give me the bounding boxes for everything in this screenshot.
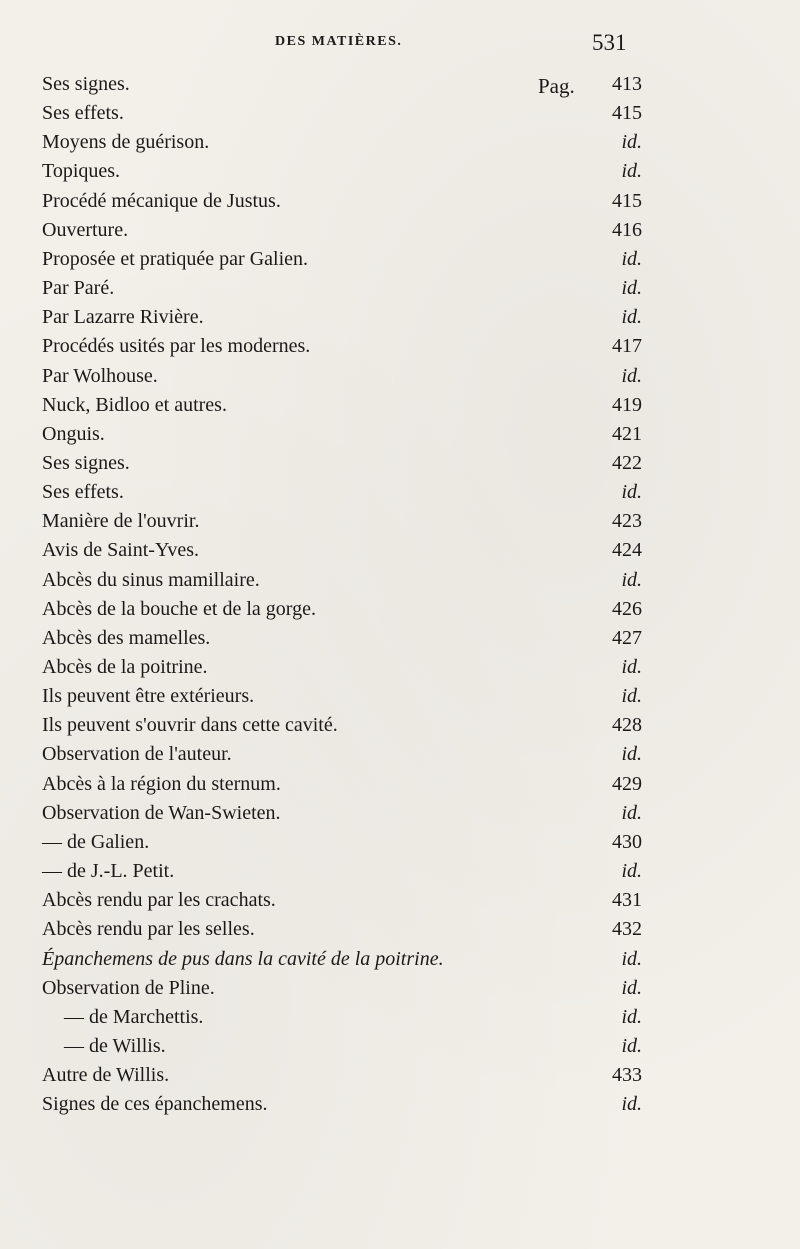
index-entry xyxy=(42,915,642,944)
index-entry xyxy=(42,886,642,915)
entry-page-ref: id. xyxy=(621,247,642,270)
entry-page-ref: id. xyxy=(621,743,642,766)
entry-label: Par Wolhouse. xyxy=(42,364,158,387)
entry-label: Abcès rendu par les selles. xyxy=(42,918,255,941)
entry-label: Avis de Saint-Yves. xyxy=(42,539,200,562)
index-entry xyxy=(42,1003,642,1032)
entry-page-ref: 422 xyxy=(612,451,642,474)
entry-label: Procédés usités par les modernes. xyxy=(42,335,311,358)
entry-label: Ses signes. xyxy=(42,73,130,95)
entry-page-ref: 416 xyxy=(612,218,642,241)
index-entry xyxy=(42,362,642,391)
entry-page-ref: 423 xyxy=(612,510,642,533)
entry-page-ref: id. xyxy=(621,1034,642,1057)
entry-label: Ses effets. xyxy=(42,102,124,125)
entry-label: Procédé mécanique de Justus. xyxy=(42,189,281,212)
entry-page-ref: id. xyxy=(621,947,642,970)
entry-label: Observation de Wan-Swieten. xyxy=(42,801,281,824)
entry-label: Ses effets. xyxy=(42,481,124,504)
entry-page-ref: id. xyxy=(621,1093,642,1116)
page-number: 531 xyxy=(592,30,627,55)
index-entry xyxy=(42,857,642,886)
entry-page-ref: 415 xyxy=(612,189,642,212)
entry-page-ref: id. xyxy=(621,277,642,300)
entry-label: Par Lazarre Rivière. xyxy=(42,306,204,329)
index-entry xyxy=(42,624,642,653)
entry-label: Signes de ces épanchemens. xyxy=(42,1093,268,1116)
entry-label: — de Galien. xyxy=(42,830,150,853)
entry-page-ref: 417 xyxy=(612,335,642,358)
index-entry xyxy=(42,828,642,857)
index-entry xyxy=(42,653,642,682)
index-entry xyxy=(42,391,642,420)
entry-page-ref: id. xyxy=(621,160,642,183)
entry-page-ref: id. xyxy=(621,364,642,387)
entry-label: Épanchemens de pus dans la cavité de la poitrine. xyxy=(42,947,444,970)
entry-page-ref: 419 xyxy=(612,393,642,416)
index-entry xyxy=(42,245,642,274)
entry-label: Abcès rendu par les crachats. xyxy=(42,889,276,912)
entry-page-ref: id. xyxy=(621,656,642,678)
entry-page-ref: id. xyxy=(621,1005,642,1028)
entry-label: Abcès à la région du sternum. xyxy=(42,772,281,795)
entry-page-ref: id. xyxy=(621,976,642,999)
entry-page-ref: id. xyxy=(621,568,642,591)
index-entry xyxy=(42,274,642,303)
entry-label: Ils peuvent s'ouvrir dans cette cavité. xyxy=(42,714,338,737)
entry-label: Ouverture. xyxy=(42,218,129,241)
index-entry xyxy=(42,945,642,974)
index-entry xyxy=(42,770,642,799)
entry-label: Abcès du sinus mamillaire. xyxy=(42,568,260,591)
entry-label: Observation de l'auteur. xyxy=(42,743,232,766)
entry-page-ref: 431 xyxy=(612,889,642,912)
index-entry xyxy=(42,449,642,478)
entry-label: Proposée et pratiquée par Galien. xyxy=(42,247,309,270)
entry-page-ref: id. xyxy=(621,306,642,329)
index-entry xyxy=(42,1032,642,1061)
index-entry xyxy=(42,99,642,128)
entry-label: Ils peuvent être extérieurs. xyxy=(42,685,255,708)
entry-page-ref: 424 xyxy=(612,539,642,562)
index-entry xyxy=(42,536,642,565)
index-entry xyxy=(42,478,642,507)
entry-label: Moyens de guérison. xyxy=(42,131,210,154)
entry-label: — de J.-L. Petit. xyxy=(42,860,175,883)
entry-page-ref: 413 xyxy=(612,73,642,95)
entry-page-ref: 426 xyxy=(612,597,642,620)
entry-page-ref: 427 xyxy=(612,626,642,649)
index-entry xyxy=(42,216,642,245)
index-entry xyxy=(42,1061,642,1090)
running-head: DES MATIÈRES. xyxy=(275,34,403,49)
index-entry xyxy=(42,332,642,361)
entry-page-ref: id. xyxy=(621,131,642,154)
index-entry xyxy=(42,566,642,595)
entry-page-ref: 421 xyxy=(612,422,642,445)
index-entry xyxy=(42,187,642,216)
entry-page-ref: 430 xyxy=(612,830,642,853)
entry-label: Nuck, Bidloo et autres. xyxy=(42,393,227,416)
index-entry xyxy=(42,740,642,769)
index-entry xyxy=(42,974,642,1003)
entry-label: Par Paré. xyxy=(42,277,115,300)
index-entry xyxy=(42,420,642,449)
entry-page-ref: id. xyxy=(621,481,642,504)
entry-label: Observation de Pline. xyxy=(42,976,215,999)
entry-page-ref: id. xyxy=(621,685,642,708)
entry-page-ref: id. xyxy=(621,801,642,824)
entry-label: Topiques. xyxy=(42,160,121,183)
entry-page-ref: 428 xyxy=(612,714,642,737)
index-entry xyxy=(42,711,642,740)
index-entry xyxy=(42,595,642,624)
entry-label: Abcès de la poitrine. xyxy=(42,656,208,678)
entry-page-ref: 433 xyxy=(612,1064,642,1087)
entry-page-ref: 415 xyxy=(612,102,642,125)
entry-label: Onguis. xyxy=(42,422,105,445)
entry-label: — de Marchettis. xyxy=(64,1005,204,1028)
entry-label: — de Willis. xyxy=(64,1034,166,1057)
index-entry xyxy=(42,303,642,332)
entry-page-ref: id. xyxy=(621,860,642,883)
index-entry xyxy=(42,682,642,711)
pag-label: Pag. xyxy=(538,74,575,98)
index-entry xyxy=(42,157,642,186)
entry-label: Ses signes. xyxy=(42,451,130,474)
entry-page-ref: 429 xyxy=(612,772,642,795)
entry-label: Manière de l'ouvrir. xyxy=(42,510,200,533)
index-entry xyxy=(42,507,642,536)
entry-label: Abcès des mamelles. xyxy=(42,626,211,649)
entry-label: Abcès de la bouche et de la gorge. xyxy=(42,597,316,620)
index-entry xyxy=(42,128,642,157)
index-entry xyxy=(42,70,642,99)
entry-page-ref: 432 xyxy=(612,918,642,941)
entry-label: Autre de Willis. xyxy=(42,1064,170,1087)
index-entry xyxy=(42,799,642,828)
index-entry xyxy=(42,1090,642,1119)
